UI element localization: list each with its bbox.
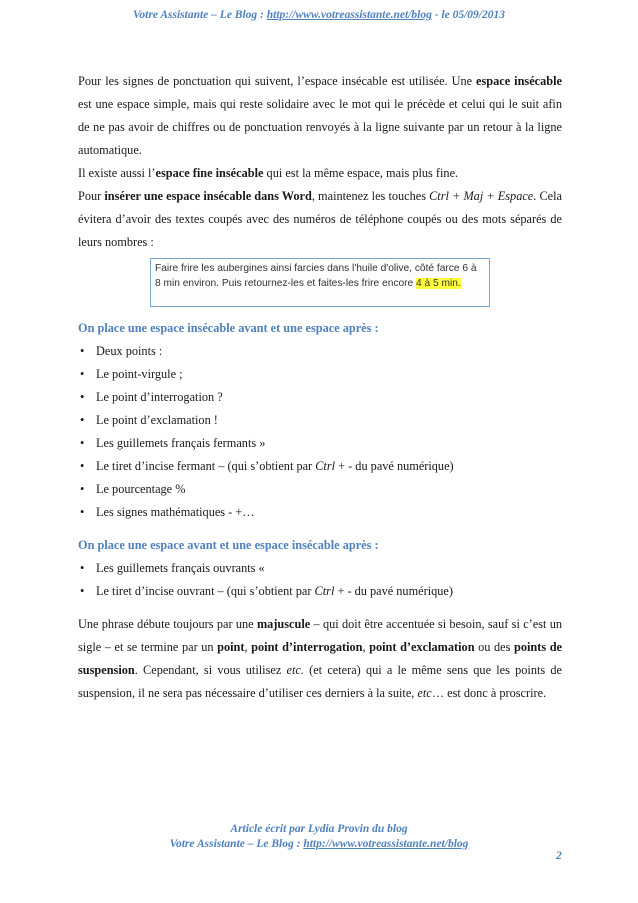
- bold-term: points de suspension: [78, 640, 563, 677]
- footer-blog-line: [0, 837, 638, 852]
- bullet-icon: •: [80, 390, 85, 404]
- list-item: [78, 455, 562, 478]
- italic-term: etc.: [286, 663, 304, 677]
- list-item-text: Les signes mathématiques - +…: [96, 505, 255, 519]
- text-run: , maintenez les touches: [311, 189, 430, 203]
- text-run: Pour les signes de ponctuation qui suivent, l’espace insécable est utilisée. Une: [78, 74, 477, 88]
- page-footer: [0, 822, 638, 852]
- text-run: est une espace simple, mais qui reste solidaire avec le mot qui le précède et celui qui le suit afin de ne pas avoir de chiffres ou de ponctuation renvoyés à la ligne suivante par un retour à la ligne automatique.: [78, 97, 562, 157]
- list-item: [78, 363, 562, 386]
- header-blog-link[interactable]: http://www.votreassistante.net/blog: [266, 9, 432, 21]
- list-item-text: Le point d’exclamation !: [96, 413, 218, 427]
- text-run: . Cela évitera d’avoir des textes coupés avec des numéros de téléphone coupés ou des mots séparés de leurs nombres :: [78, 189, 562, 249]
- page-number: 2: [556, 850, 562, 862]
- list-item-text: Le pourcentage %: [96, 482, 186, 496]
- paragraph-espace-fine: [78, 162, 562, 185]
- bullet-icon: •: [80, 505, 85, 519]
- footer-blog-title: Votre Assistante – Le Blog :: [169, 838, 304, 850]
- section-title-insecable-apres: On place une espace avant et une espace insécable après :: [78, 538, 379, 552]
- bold-term: espace insécable: [476, 74, 562, 88]
- list-item-text: Deux points :: [96, 344, 163, 358]
- bold-term: insérer une espace insécable dans Word: [104, 189, 312, 203]
- text-run: ,: [244, 640, 252, 654]
- bullet-icon: •: [80, 367, 85, 381]
- example-text-box: [150, 258, 490, 307]
- list-item-text: Le tiret d’incise fermant – (qui s’obtient par: [96, 459, 316, 473]
- bullet-icon: •: [80, 413, 85, 427]
- text-run: qui est la même espace, mais plus fine.: [263, 166, 459, 180]
- bullet-icon: •: [80, 436, 85, 450]
- bold-term: majuscule: [256, 617, 311, 631]
- example-text: Faire frire les aubergines ainsi farcies dans l'huile d'olive, côté farce 6 à 8 min environ. Puis retournez-les et faites-les frire encore: [155, 263, 477, 289]
- ctrl-key-label: Ctrl: [314, 584, 335, 598]
- keyboard-shortcut: Ctrl + Maj + Espace: [429, 189, 534, 203]
- text-run: ,: [362, 640, 370, 654]
- bullet-icon: •: [80, 584, 85, 598]
- paragraph-majuscule: [78, 613, 562, 705]
- list-item: [78, 409, 562, 432]
- bullet-icon: •: [80, 344, 85, 358]
- list-item-text: Les guillemets français fermants »: [96, 436, 266, 450]
- text-run: – qui doit être accentuée si besoin, sauf si c’est un sigle – et se termine par un: [78, 617, 562, 654]
- bold-term: espace fine insécable: [155, 166, 264, 180]
- italic-term: etc: [417, 686, 432, 700]
- example-figure: [78, 258, 562, 308]
- list-item: [78, 432, 562, 455]
- bullet-list-insecable-avant: [78, 340, 562, 524]
- bold-term: point d’interrogation: [251, 640, 363, 654]
- header-date: - le 05/09/2013: [431, 9, 505, 21]
- list-item: [78, 557, 562, 580]
- list-item-text: + - du pavé numérique): [335, 459, 454, 473]
- ctrl-key-label: Ctrl: [315, 459, 336, 473]
- bullet-list-insecable-apres: [78, 557, 562, 603]
- list-item-text: Le tiret d’incise ouvrant – (qui s’obtient par: [96, 584, 315, 598]
- list-item-text: Les guillemets français ouvrants «: [96, 561, 265, 575]
- section-title-insecable-avant: On place une espace insécable avant et une espace après :: [78, 321, 379, 335]
- example-highlight: 4 à 5 min.: [416, 277, 461, 289]
- list-item: [78, 386, 562, 409]
- text-run: Pour: [78, 189, 105, 203]
- bullet-icon: •: [80, 482, 85, 496]
- spacer: [78, 603, 562, 613]
- bullet-icon: •: [80, 459, 85, 473]
- bullet-icon: •: [80, 561, 85, 575]
- header-title: Votre Assistante – Le Blog :: [133, 9, 267, 21]
- footer-author-line: Article écrit par Lydia Provin du blog: [230, 823, 408, 835]
- list-item: [78, 501, 562, 524]
- paragraph-word-shortcut: [78, 185, 562, 254]
- text-run: … est donc à proscrire.: [431, 686, 547, 700]
- list-item: [78, 340, 562, 363]
- bold-term: point d’exclamation: [369, 640, 475, 654]
- document-body: [78, 70, 562, 705]
- paragraph-espace-insecable: [78, 70, 562, 162]
- text-run: Il existe aussi l’: [78, 166, 156, 180]
- list-item-text: Le point-virgule ;: [96, 367, 183, 381]
- page-header: [0, 9, 638, 21]
- text-run: . Cependant, si vous utilisez: [134, 663, 287, 677]
- list-item-text: + - du pavé numérique): [334, 584, 453, 598]
- list-item-text: Le point d’interrogation ?: [96, 390, 223, 404]
- spacer: [78, 524, 562, 534]
- bold-term: point: [217, 640, 245, 654]
- text-run: ou des: [474, 640, 514, 654]
- footer-blog-link[interactable]: http://www.votreassistante.net/blog: [303, 838, 469, 850]
- list-item: [78, 478, 562, 501]
- text-run: Une phrase débute toujours par une: [78, 617, 257, 631]
- text-run: (et cetera) qui a le même sens que les points de suspension, il ne sera pas nécessaire d’utiliser ces derniers à la suite,: [78, 663, 563, 700]
- list-item: [78, 580, 562, 603]
